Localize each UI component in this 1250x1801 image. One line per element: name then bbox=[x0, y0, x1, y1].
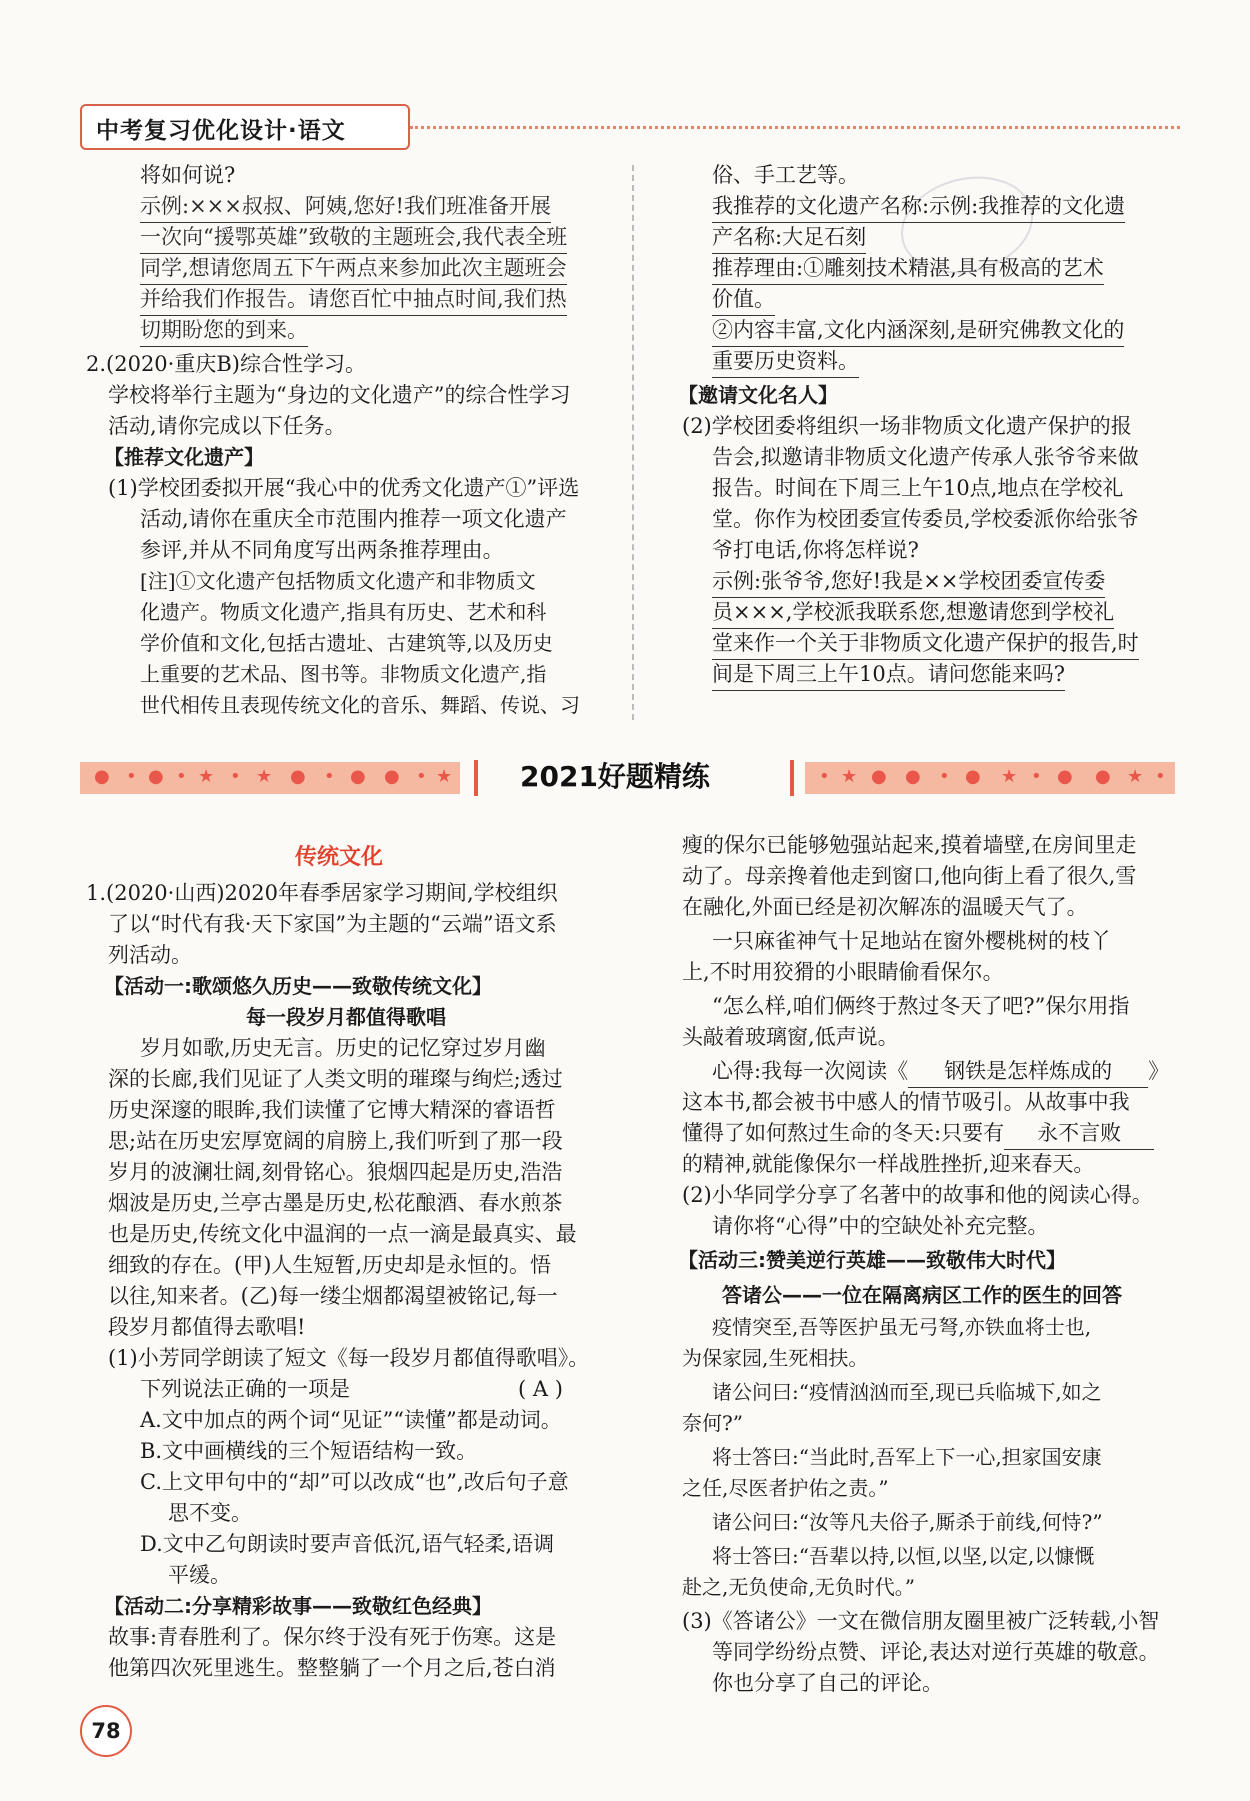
question-number: 2.(2020·重庆B)综合性学习。 bbox=[86, 352, 366, 376]
text-line: 报告。时间在下周三上午10点,地点在学校礼 bbox=[712, 476, 1124, 500]
text-line: 活动,请你完成以下任务。 bbox=[108, 414, 346, 438]
text-line: 为保家园,生死相扶。 bbox=[682, 1346, 869, 1370]
activity-heading: 【活动三:赞美逆行英雄——致敬伟大时代】 bbox=[678, 1248, 1066, 1272]
text-line: 岁月的波澜壮阔,刻骨铭心。狼烟四起是历史,浩浩 bbox=[108, 1160, 563, 1184]
note-line: [注]①文化遗产包括物质文化遗产和非物质文 bbox=[140, 569, 536, 593]
text-line: 细致的存在。(甲)人生短暂,历史却是永恒的。悟 bbox=[108, 1253, 552, 1277]
text-line: 将士答曰:“吾辈以持,以恒,以坚,以定,以慷慨 bbox=[712, 1544, 1095, 1568]
task-heading: 【邀请文化名人】 bbox=[678, 383, 838, 407]
task-heading: 【推荐文化遗产】 bbox=[104, 445, 264, 469]
answer-choice: ( A ) bbox=[518, 1377, 563, 1401]
answer-line: 示例:×××叔叔、阿姨,您好!我们班准备开展 bbox=[140, 191, 551, 223]
reflection-prefix: 心得:我每一次阅读《 bbox=[712, 1059, 909, 1083]
book-title-blank: 钢铁是怎样炼成的 bbox=[908, 1056, 1148, 1088]
text-line: 将如何说? bbox=[140, 163, 236, 187]
text-line: 以往,知来者。(乙)每一缕尘烟都渴望被铭记,每一 bbox=[108, 1284, 558, 1308]
reflection-suffix: 》 bbox=[1148, 1059, 1170, 1083]
text-line: 思;站在历史宏厚宽阔的肩膀上,我们听到了那一段 bbox=[108, 1129, 563, 1153]
text-line: 学校将举行主题为“身边的文化遗产”的综合性学习 bbox=[108, 383, 571, 407]
text-line: 请你将“心得”中的空缺处补充完整。 bbox=[712, 1214, 1049, 1238]
text-line: 他第四次死里逃生。整整躺了一个月之后,苍白消 bbox=[108, 1656, 556, 1680]
answer-line: 间是下周三上午10点。请问您能来吗? bbox=[712, 659, 1065, 691]
answer-line: 示例:张爷爷,您好!我是××学校团委宣传委 bbox=[712, 566, 1105, 598]
text-line: 下列说法正确的一项是 bbox=[140, 1377, 350, 1401]
section-bar-left bbox=[474, 760, 478, 796]
text-line: (2)小华同学分享了名著中的故事和他的阅读心得。 bbox=[682, 1183, 1153, 1207]
note-line: 世代相传且表现传统文化的音乐、舞蹈、传说、习 bbox=[140, 693, 580, 717]
reflection-line bbox=[712, 1056, 1169, 1088]
note-line: 上重要的艺术品、图书等。非物质文化遗产,指 bbox=[140, 662, 547, 686]
answer-line: 同学,想请您周五下午两点来参加此次主题班会 bbox=[140, 253, 567, 285]
note-line: 化遗产。物质文化遗产,指具有历史、艺术和科 bbox=[140, 600, 547, 624]
text-line: 列活动。 bbox=[108, 943, 192, 967]
activity-heading: 【活动一:歌颂悠久历史——致敬传统文化】 bbox=[104, 974, 492, 998]
answer-line: 切期盼您的到来。 bbox=[140, 315, 308, 347]
text-line: 赴之,无负使命,无负时代。” bbox=[682, 1575, 915, 1599]
question-number: 1.(2020·山西)2020年春季居家学习期间,学校组织 bbox=[86, 881, 558, 905]
text-line: 了以“时代有我·天下家国”为主题的“云端”语文系 bbox=[108, 912, 557, 936]
decorative-band-left: ● • ● • ★ • ★ ● • ● ● • ★ bbox=[80, 762, 460, 794]
header-dotted-rule bbox=[410, 126, 1180, 129]
text-line: (1)学校团委拟开展“我心中的优秀文化遗产①”评选 bbox=[108, 476, 580, 500]
text-line: 动了。母亲搀着他走到窗口,他向街上看了很久,雪 bbox=[682, 864, 1137, 888]
text-line: 岁月如歌,历史无言。历史的记忆穿过岁月幽 bbox=[140, 1036, 546, 1060]
text-line: 等同学纷纷点赞、评论,表达对逆行英雄的敬意。 bbox=[712, 1640, 1160, 1664]
text-line: 活动,请你在重庆全市范围内推荐一项文化遗产 bbox=[140, 507, 567, 531]
answer-line: 推荐理由:①雕刻技术精湛,具有极高的艺术 bbox=[712, 253, 1104, 285]
header-title-box bbox=[80, 104, 410, 150]
column-separator bbox=[632, 165, 634, 720]
text-line: 堂。你作为校团委宣传委员,学校委派你给张爷 bbox=[712, 507, 1139, 531]
text-line: 疫情突至,吾等医护虽无弓弩,亦铁血将士也, bbox=[712, 1315, 1092, 1339]
text-line: 参评,并从不同角度写出两条推荐理由。 bbox=[140, 538, 504, 562]
answer-line: 并给我们作报告。请您百忙中抽点时间,我们热 bbox=[140, 284, 567, 316]
text-line: (3)《答诸公》一文在微信朋友圈里被广泛转载,小智 bbox=[682, 1609, 1160, 1633]
answer-line: ②内容丰富,文化内涵深刻,是研究佛教文化的 bbox=[712, 315, 1124, 347]
text-line: 爷打电话,你将怎样说? bbox=[712, 538, 919, 562]
text-line: 故事:青春胜利了。保尔终于没有死于伤寒。这是 bbox=[108, 1625, 557, 1649]
decorative-band-right: • ★ ● ● • ● ★ • ● ● ★ • bbox=[805, 762, 1175, 794]
page-number: 78 bbox=[80, 1705, 132, 1757]
text-line: 的精神,就能像保尔一样战胜挫折,迎来春天。 bbox=[682, 1152, 1095, 1176]
reflection-prefix: 懂得了如何熬过生命的冬天:只要有 bbox=[682, 1121, 1005, 1145]
answer-line: 产名称:大足石刻 bbox=[712, 222, 866, 254]
option-a: A.文中加点的两个词“见证”“读懂”都是动词。 bbox=[140, 1408, 562, 1432]
section-bar-right bbox=[790, 760, 794, 796]
text-line: 俗、手工艺等。 bbox=[712, 163, 859, 187]
text-line: 你也分享了自己的评论。 bbox=[712, 1671, 943, 1695]
option-c-cont: 思不变。 bbox=[168, 1501, 252, 1525]
spirit-blank: 永不言败 bbox=[1004, 1118, 1154, 1150]
text-line: 告会,拟邀请非物质文化遗产传承人张爷爷来做 bbox=[712, 445, 1139, 469]
text-line: 奈何?” bbox=[682, 1411, 743, 1435]
answer-line: 重要历史资料。 bbox=[712, 346, 859, 378]
option-b: B.文中画横线的三个短语结构一致。 bbox=[140, 1439, 478, 1463]
note-line: 学价值和文化,包括古遗址、古建筑等,以及历史 bbox=[140, 631, 553, 655]
text-line: 一只麻雀神气十足地站在窗外樱桃树的枝丫 bbox=[712, 929, 1111, 953]
option-c: C.上文甲句中的“却”可以改成“也”,改后句子意 bbox=[140, 1470, 569, 1494]
text-line: “怎么样,咱们俩终于熬过冬天了吧?”保尔用指 bbox=[712, 994, 1130, 1018]
text-line: 在融化,外面已经是初次解冻的温暖天气了。 bbox=[682, 895, 1088, 919]
text-line: 历史深邃的眼眸,我们读懂了它博大精深的睿语哲 bbox=[108, 1098, 556, 1122]
article-title: 答诸公——一位在隔离病区工作的医生的回答 bbox=[722, 1283, 1122, 1307]
text-line: 也是历史,传统文化中温润的一点一滴是最真实、最 bbox=[108, 1222, 577, 1246]
option-d-cont: 平缓。 bbox=[168, 1563, 231, 1587]
text-line: (1)小芳同学朗读了短文《每一段岁月都值得歌唱》。 bbox=[108, 1346, 590, 1370]
text-line: (2)学校团委将组织一场非物质文化遗产保护的报 bbox=[682, 414, 1132, 438]
answer-line: 我推荐的文化遗产名称:示例:我推荐的文化遗 bbox=[712, 191, 1125, 223]
text-line: 头敲着玻璃窗,低声说。 bbox=[682, 1025, 899, 1049]
header-title: 中考复习优化设计·语文 bbox=[96, 118, 346, 144]
section-title: 2021好题精练 bbox=[520, 760, 710, 793]
text-line: 烟波是历史,兰亭古墨是历史,松花酿酒、春水煎茶 bbox=[108, 1191, 563, 1215]
text-line: 深的长廊,我们见证了人类文明的璀璨与绚烂;透过 bbox=[108, 1067, 563, 1091]
option-d: D.文中乙句朗读时要声音低沉,语气轻柔,语调 bbox=[140, 1532, 555, 1556]
text-line: 这本书,都会被书中感人的情节吸引。从故事中我 bbox=[682, 1090, 1130, 1114]
answer-line: 堂来作一个关于非物质文化遗产保护的报告,时 bbox=[712, 628, 1139, 660]
reflection-line bbox=[682, 1118, 1154, 1150]
subsection-title: 传统文化 bbox=[295, 845, 384, 870]
text-line: 诸公问曰:“疫情汹汹而至,现已兵临城下,如之 bbox=[712, 1380, 1102, 1404]
answer-line: 一次向“援鄂英雄”致敬的主题班会,我代表全班 bbox=[140, 222, 567, 254]
text-line: 瘦的保尔已能够勉强站起来,摸着墙壁,在房间里走 bbox=[682, 833, 1137, 857]
answer-line: 价值。 bbox=[712, 284, 775, 316]
text-line: 将士答曰:“当此时,吾军上下一心,担家国安康 bbox=[712, 1445, 1102, 1469]
answer-line: 员×××,学校派我联系您,想邀请您到学校礼 bbox=[712, 597, 1114, 629]
article-title: 每一段岁月都值得歌唱 bbox=[246, 1005, 446, 1029]
text-line: 诸公问曰:“汝等凡夫俗子,厮杀于前线,何恃?” bbox=[712, 1510, 1103, 1534]
text-line: 之任,尽医者护佑之责。” bbox=[682, 1476, 889, 1500]
text-line: 段岁月都值得去歌唱! bbox=[108, 1315, 306, 1339]
text-line: 上,不时用狡猾的小眼睛偷看保尔。 bbox=[682, 960, 1004, 984]
activity-heading: 【活动二:分享精彩故事——致敬红色经典】 bbox=[104, 1594, 492, 1618]
